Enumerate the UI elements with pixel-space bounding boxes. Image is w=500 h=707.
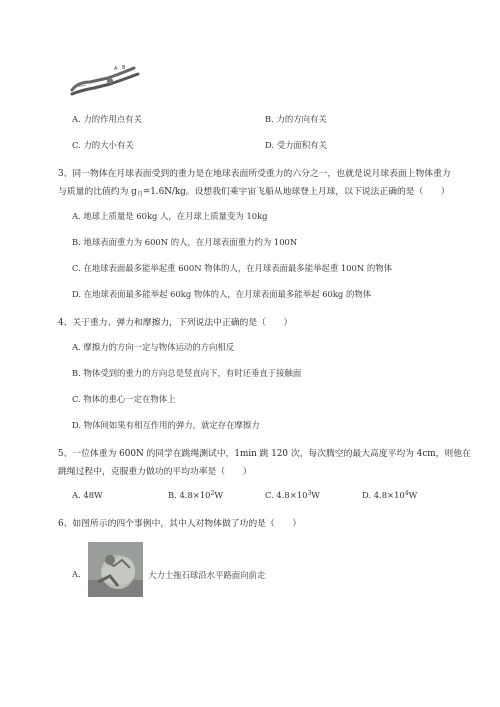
q3-stem-line2: 与质量的比值约为 $g_月=1.6N/kg$。设想我们乘宇宙飞船从地球登上月球，以下说法正确的是（ ） bbox=[58, 187, 450, 198]
q5-option-d: D. $4.8\times 10^4W$ bbox=[362, 490, 418, 500]
top-option-b: B. 力的方向有关 bbox=[265, 114, 327, 124]
q5-option-b: B. $4.8\times 10^2W$ bbox=[168, 490, 223, 500]
q3-option-c: C. 在地球表面最多能举起重 600N 物体的人，在月球表面最多能举起重 100N 的物体 bbox=[72, 263, 392, 273]
q4-stem: 4、关于重力、弹力和摩擦力，下列说法中正确的是（ ） bbox=[58, 318, 293, 328]
q4-option-a: A. 摩擦力的方向一定与物体运动的方向相反 bbox=[72, 342, 235, 352]
q3-option-b: B. 地球表面重力为 600N 的人，在月球表面重力约为 100N bbox=[72, 237, 298, 247]
strongman-stone-ball-photo bbox=[88, 542, 143, 597]
q5-stem-line2: 跳绳过程中，克服重力做功的平均功率是（ ） bbox=[58, 467, 252, 477]
q3-stem-line1: 3、同一物体在月球表面受到的重力是在地球表面所受重力的六分之一，也就是说月球表面上物体重力 bbox=[58, 169, 451, 179]
figure-label-b: B bbox=[122, 65, 126, 71]
q3-option-d: D. 在地球表面最多能举起 60kg 物体的人，在月球表面最多能举起 60kg 的物体 bbox=[72, 289, 372, 299]
q4-option-d: D. 物体间如果有相互作用的弹力，就定存在摩擦力 bbox=[72, 420, 260, 430]
q4-option-c: C. 物体的重心一定在物体上 bbox=[72, 394, 176, 404]
pliers-figure bbox=[68, 60, 146, 100]
q5-option-c: C. $4.8\times 10^3W$ bbox=[265, 490, 320, 500]
top-option-a: A. 力的作用点有关 bbox=[72, 114, 142, 124]
q6-stem: 6、如图所示的四个事例中，其中人对物体做了功的是（ ） bbox=[58, 519, 302, 529]
q6-option-a-caption: 大力士拖石球沿水平路面向前走 bbox=[148, 570, 266, 580]
q4-option-b: B. 物体受到的重力的方向总是竖直向下，有时还垂直于接触面 bbox=[72, 368, 302, 378]
top-option-d: D. 受力面积有关 bbox=[265, 140, 327, 150]
q5-stem-line1: 5、一位体重为 600N 的同学在跳绳测试中，1min 跳 120 次，每次腾空的最大高度平均为 4cm，则他在 bbox=[58, 449, 471, 459]
q3-option-a: A. 地球上质量是 60kg 人，在月球上质量变为 10kg bbox=[72, 211, 268, 221]
q6-option-a-label: A. bbox=[72, 569, 81, 579]
figure-label-a: A bbox=[114, 66, 118, 72]
top-option-c: C. 力的大小有关 bbox=[72, 140, 134, 150]
q5-option-a: A. 48W bbox=[72, 490, 103, 500]
